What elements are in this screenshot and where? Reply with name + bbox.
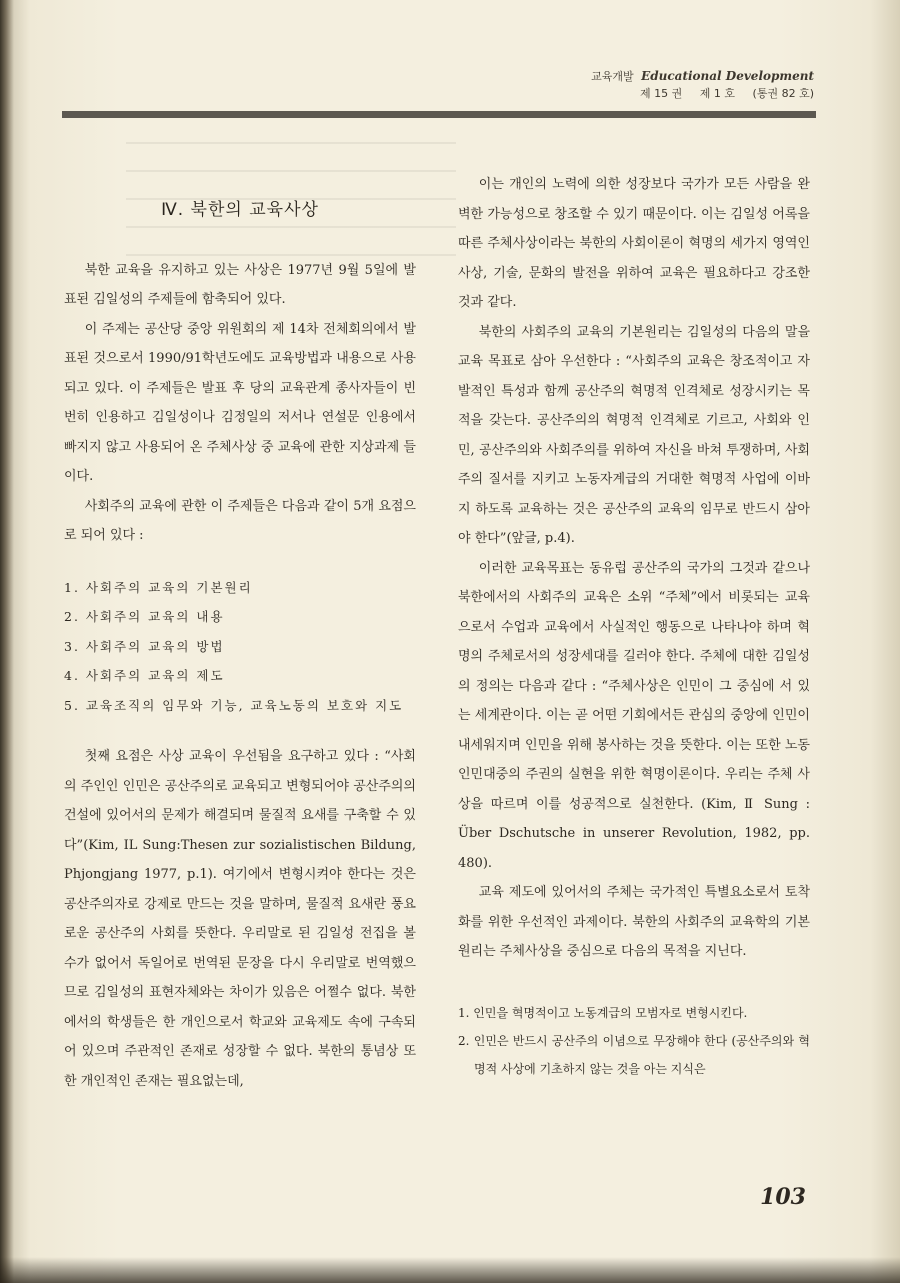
volume-number: 제 15 권 bbox=[640, 87, 683, 100]
paragraph: 이러한 교육목표는 동유럽 공산주의 국가의 그것과 같으나 북한에서의 사회주의 교육은 소위 “주체”에서 비롯되는 교육으로서 수업과 교육에서 사실적인 행동으로 나타나야 하며 혁명의 주체로서의 성장세대를 길러야 한다. 주체에 대한 김일성의 정의는 다음과 같다 : “주체사상은 인민이 그 중심에 서 있는 세계관이다. 이는 곧 어떤 기회에서든 관심의 중앙에 인민이 내세워지며 인민을 위해 봉사하는 것을 뜻한다. 이는 또한 노동 인민대중의 주권의 실현을 위한 혁명이론이다. 우리는 주체 사상을 따르며 이를 성공적으로 실천한다. (Kim, Ⅱ Sung : Über Dschutsche in unserer Revolution, 1982, pp. 480). bbox=[458, 560, 810, 871]
journal-title-korean: 교육개발 bbox=[591, 70, 634, 83]
paragraph: 이 주제는 공산당 중앙 위원회의 제 14차 전체회의에서 발표된 것으로서 1990/91학년도에도 교육방법과 내용으로 사용되고 있다. 이 주제들은 발표 후 당의 교육관계 종사자들이 빈번히 인용하고 김일성이나 김정일의 저서나 연설문 인용에서 빠지지 않고 사용되어 온 주체사상 중 교육에 관한 지상과제 들이다. bbox=[64, 321, 416, 484]
issue-info bbox=[591, 85, 814, 102]
paragraph: 사회주의 교육에 관한 이 주제들은 다음과 같이 5개 요점으로 되어 있다 : bbox=[64, 498, 416, 543]
section-heading: Ⅳ. 북한의 교육사상 bbox=[161, 200, 319, 220]
journal-title bbox=[591, 68, 814, 85]
list-item: 5. 교육조직의 임무와 기능, 교육노동의 보호와 지도 bbox=[64, 697, 404, 713]
list-item: 3. 사회주의 교육의 방법 bbox=[64, 638, 225, 654]
header-rule bbox=[62, 111, 816, 118]
aims-list bbox=[458, 999, 810, 1083]
list-item: 2. 사회주의 교육의 내용 bbox=[64, 609, 225, 624]
paragraph: 북한 교육을 유지하고 있는 사상은 1977년 9월 5일에 발표된 김일성의 주제들에 함축되어 있다. bbox=[64, 262, 416, 307]
page-number: 103 bbox=[760, 1184, 806, 1210]
paragraph: 이는 개인의 노력에 의한 성장보다 국가가 모든 사람을 완벽한 가능성으로 창조할 수 있기 때문이다. 이는 김일성 어록을 따른 주체사상이라는 북한의 사회이론이 혁명의 세가지 영역인 사상, 기술, 문화의 발전을 위하여 교육은 필요하다고 강조한 것과 같다. bbox=[458, 177, 810, 310]
paragraph: 교육 제도에 있어서의 주체는 국가적인 특별요소로서 토착화를 위한 우선적인 과제이다. 북한의 사회주의 교육학의 기본원리는 주체사상을 중심으로 다음의 목적을 지닌다. bbox=[458, 885, 810, 959]
total-issue: (통권 82 호) bbox=[752, 87, 814, 100]
running-header bbox=[591, 68, 814, 102]
issue-number: 제 1 호 bbox=[699, 87, 736, 100]
list-item: 4. 사회주의 교육의 제도 bbox=[64, 668, 225, 683]
paragraph: 북한의 사회주의 교육의 기본원리는 김일성의 다음의 말을 교육 목표로 삼아 우선한다 : “사회주의 교육은 창조적이고 자발적인 특성과 함께 공산주의 혁명적 인격체로 성장시키는 목적을 갖는다. 공산주의의 혁명적 인격체로 기르고, 사회와 인민, 공산주의와 사회주의를 위하여 자신을 바쳐 투쟁하며, 사회주의 질서를 지키고 노동자계급의 거대한 혁명적 사업에 이바지 하도록 교육하는 것은 공산주의 교육의 임무로 반드시 삼아야 한다”(앞글, p.4). bbox=[458, 324, 810, 546]
list-item: 2. 인민은 반드시 공산주의 이념으로 무장해야 한다 (공산주의와 혁명적 사상에 기초하지 않는 것을 아는 지식은 bbox=[458, 1033, 810, 1076]
list-item: 1. 인민을 혁명적이고 노동계급의 모범자로 변형시킨다. bbox=[458, 1005, 748, 1020]
list-item: 1. 사회주의 교육의 기본원리 bbox=[64, 579, 253, 595]
left-column bbox=[64, 168, 416, 1096]
journal-title-english: Educational Development bbox=[641, 69, 814, 83]
paragraph: 첫째 요점은 사상 교육이 우선됨을 요구하고 있다 : “사회의 주인인 인민은 공산주의로 교육되고 변형되어야 공산주의의 건설에 있어서의 문제가 해결되며 물질적 요새를 구축할 수 있다”(Kim, IL Sung:Thesen zur sozialistischen Bildung, Phjongjang 1977, p.1). 여기에서 변형시켜야 한다는 것은 공산주의자로 강제로 만드는 것을 말하며, 물질적 요새란 풍요로운 공산주의 사회를 뜻한다. 우리말로 된 김일성 전집을 볼 수가 없어서 독일어로 번역된 문장을 다시 우리말로 번역했으므로 김일성의 표현자체와는 차이가 있음은 어쩔수 없다. 북한에서의 학생들은 한 개인으로서 학교와 교육제도 속에 구속되어 있으며 주관적인 존재로 성장할 수 없다. 북한의 통념상 또한 개인적인 존재는 필요없는데, bbox=[64, 749, 416, 1089]
right-column bbox=[458, 170, 810, 1083]
key-points-list bbox=[64, 573, 416, 721]
scan-bottom-shadow bbox=[0, 1257, 900, 1283]
